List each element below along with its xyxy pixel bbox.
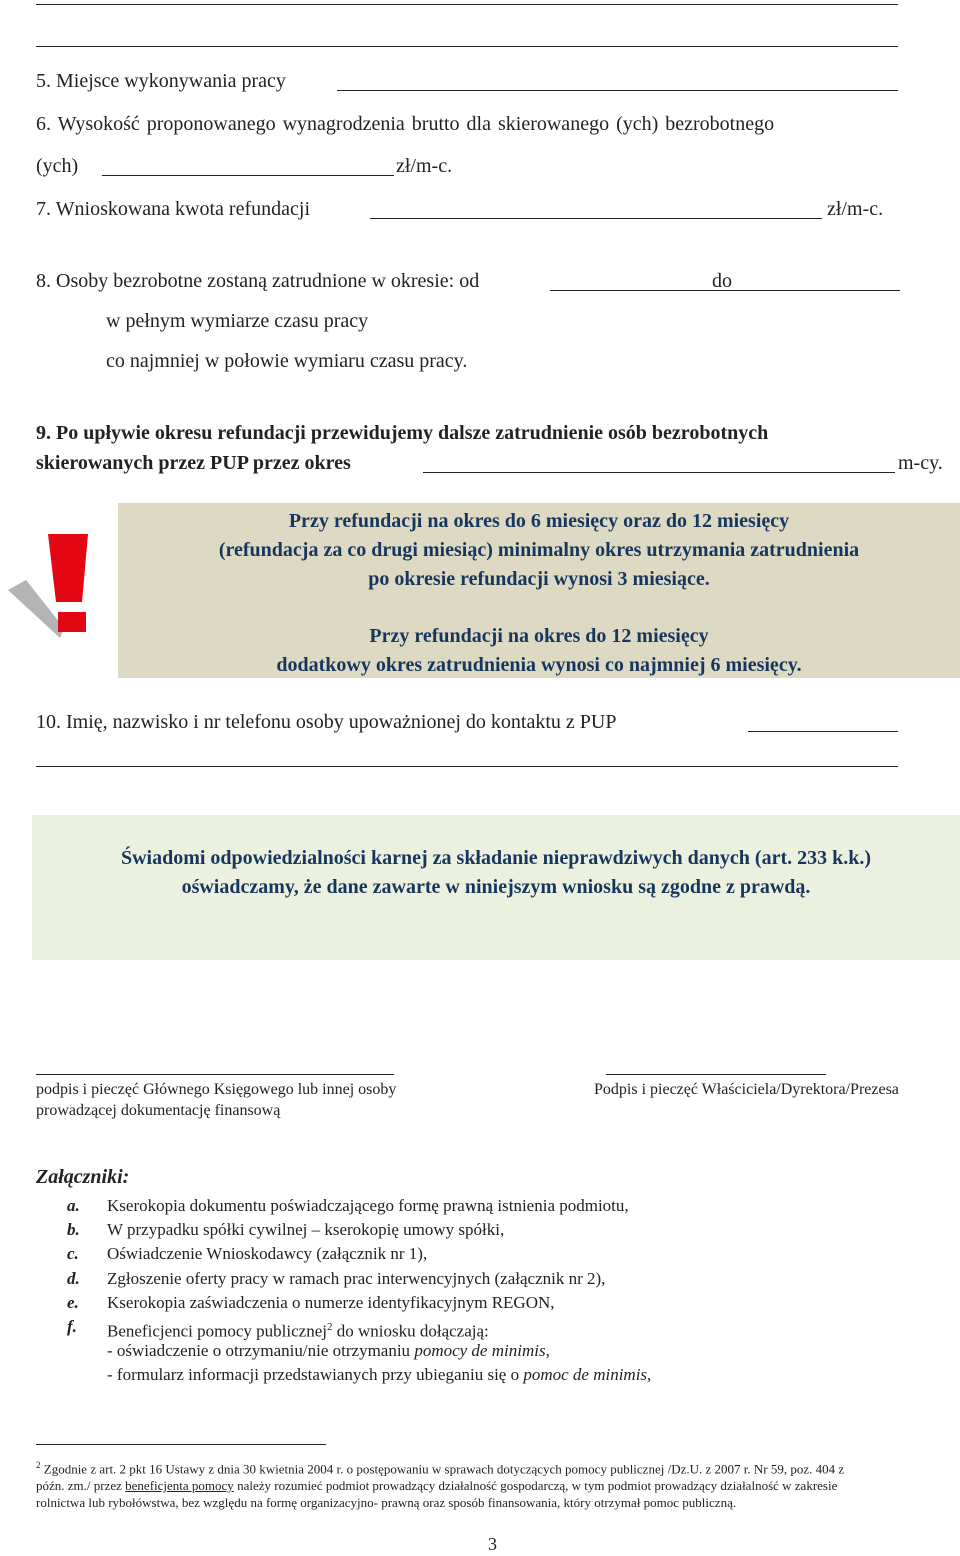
item-6-unit: zł/m-c. (396, 155, 453, 177)
blank-line (36, 4, 898, 5)
exclamation-icon (2, 530, 102, 640)
declaration-box (32, 815, 960, 960)
footnote-separator (36, 1444, 326, 1445)
item-8-option-half: co najmniej w połowie wymiaru czasu pracy. (106, 350, 468, 372)
attachments-title: Załączniki: (36, 1166, 130, 1188)
declaration-line2: oświadczamy, że dane zawarte w niniejszym wniosku są zgodne z prawdą. (181, 876, 811, 898)
item-7-field[interactable] (370, 218, 822, 219)
item-5-label: 5. Miejsce wykonywania pracy (36, 70, 286, 92)
notice-box (118, 503, 960, 678)
attachments-list: a. Kserokopia dokumentu poświadczającego formę prawną istnienia podmiotu, b. W przypadku spółki cywilnej – kserokopię umowy spółki, c. Oświadczenie Wnioskodawcy (załącznik nr 1), d. Zgłoszenie oferty pracy w ramach prac interwencyjnych (załącznik nr 2), e. Kserokopia zaświadczenia o numerze identyfikacyjnym REGON, f. Beneficjenci pomocy publicznej$^2$ do wniosku dołączają: - oświadczenie o otrzymaniu/nie otrzymaniu pomocy de minimis, - formularz informacji przedstawianych przy ubieganiu się o pomoc de minimis, (67, 1196, 652, 1385)
item-6-pre: (ych) (36, 155, 79, 177)
footnote-link[interactable]: beneficjenta pomocy (125, 1478, 234, 1494)
blank-line (36, 46, 898, 47)
declaration-line1: Świadomi odpowiedzialności karnej za składanie nieprawdziwych danych (art. 233 k.k.) (120, 847, 872, 869)
item-6-line1: 6. Wysokość proponowanego wynagrodzenia brutto dla skierowanego (ych) bezrobotnego (36, 113, 775, 135)
item-5-field[interactable] (337, 90, 898, 91)
notice-line: (refundacja za co drugi miesiąc) minimalny okres utrzymania zatrudnienia (218, 539, 860, 561)
item-8-label: 8. Osoby bezrobotne zostaną zatrudnione w okresie: od (36, 270, 480, 292)
notice-line: po okresie refundacji wynosi 3 miesiące. (368, 568, 710, 590)
footnote: $^2$ Zgodnie z art. 2 pkt 16 Ustawy z dnia 30 kwietnia 2004 r. o postępowaniu w sprawach dotyczących pomocy publicznej /Dz.U. z 2007 r. Nr 59, poz. 404 z późn. zm./ przez beneficjenta pomocy należy rozumieć podmiot prowadzący działalność gospodarczą, w tym podmiot prowadzący działalność w zakresie rolnictwa lub rybołówstwa, bez względu na formę organizacyjno- prawną oraz sposób finansowania, który otrzymał pomoc publiczną. (36, 1460, 845, 1511)
page-number: 3 (488, 1534, 497, 1554)
item-8-to: do (712, 270, 732, 292)
item-9-line2: skierowanych przez PUP przez okres (36, 452, 351, 474)
notice-line: Przy refundacji na okres do 12 miesięcy (369, 625, 709, 647)
signature-line-accountant[interactable] (36, 1074, 394, 1075)
item-9-line1: 9. Po upływie okresu refundacji przewidujemy dalsze zatrudnienie osób bezrobotnych (36, 422, 769, 444)
item-10-field-line2[interactable] (36, 766, 898, 767)
notice-line: dodatkowy okres zatrudnienia wynosi co najmniej 6 miesięcy. (276, 654, 802, 676)
item-10-label: 10. Imię, nazwisko i nr telefonu osoby upoważnionej do kontaktu z PUP (36, 711, 617, 733)
item-9-field[interactable] (423, 472, 895, 473)
notice-line: Przy refundacji na okres do 6 miesięcy oraz do 12 miesięcy (288, 510, 790, 532)
item-10-field[interactable] (748, 731, 898, 732)
item-7-label: 7. Wnioskowana kwota refundacji (36, 198, 310, 220)
signature-caption-accountant: podpis i pieczęć Głównego Księgowego lub innej osoby prowadzącej dokumentację finansową (36, 1081, 397, 1119)
item-7-unit: zł/m-c. (827, 198, 884, 220)
item-9-unit: m-cy. (898, 452, 943, 474)
item-6-field[interactable] (102, 175, 394, 176)
signature-line-owner[interactable] (606, 1074, 826, 1075)
signature-caption-owner: Podpis i pieczęć Właściciela/Dyrektora/Prezesa (594, 1081, 899, 1098)
item-8-option-full: w pełnym wymiarze czasu pracy (106, 310, 369, 332)
